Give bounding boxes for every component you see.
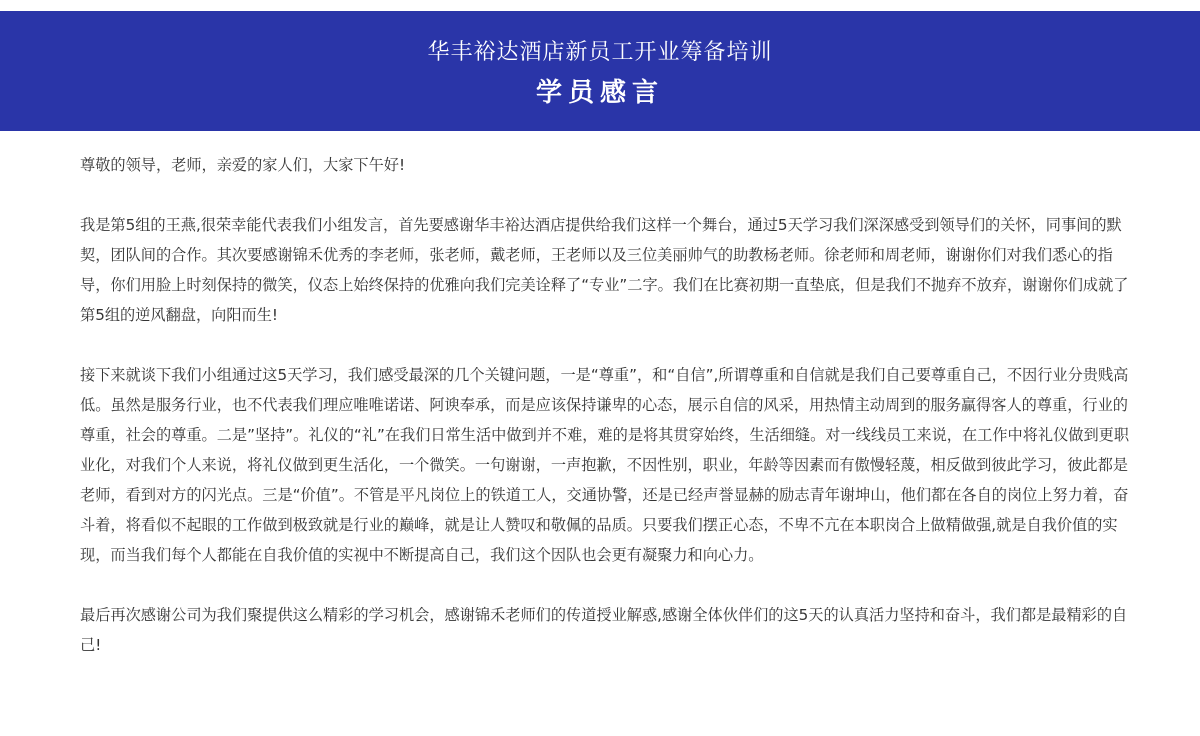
paragraph-lessons: 接下来就谈下我们小组通过这5天学习，我们感受最深的几个关键问题，一是“尊重”，和“自信”,所谓尊重和自信就是我们自己要尊重自己，不因行业分贵贱高低。虽然是服务行业，也不代表我们理应唯唯诺诺、阿谀奉承，而是应该保持谦卑的心态，展示自信的风采，用热情主动周到的服务赢得客人的尊重，行业的尊重，社会的尊重。二是”坚持”。礼仪的“礼”在我们日常生活中做到并不难，难的是将其贯穿始终，生活细缝。对一线线员工来说，在工作中将礼仪做到更职业化，对我们个人来说，将礼仪做到更生活化，一个微笑。一句谢谢，一声抱歉，不因性别，职业，年龄等因素而有傲慢轻蔑，相反做到彼此学习，彼此都是老师，看到对方的闪光点。三是“价值”。不管是平凡岗位上的铁道工人，交通协警，还是已经声誉显赫的励志青年谢坤山，他们都在各自的岗位上努力着，奋斗着，将看似不起眼的工作做到极致就是行业的巅峰，就是让人赞叹和敬佩的品质。只要我们摆正心态，不卑不亢在本职岗合上做精做强,就是自我价值的实现，而当我们每个人都能在自我价值的实视中不断提高自己，我们这个因队也会更有凝聚力和向心力。 — [80, 366, 1130, 564]
paragraph-closing: 最后再次感谢公司为我们聚提供这么精彩的学习机会，感谢锦禾老师们的传道授业解惑,感谢全体伙伴们的这5天的认真活力坚持和奋斗，我们都是最精彩的自己! — [80, 606, 1128, 654]
greeting-paragraph: 尊敬的领导，老师，亲爱的家人们，大家下午好! — [80, 156, 406, 174]
page-title: 华丰裕达酒店新员工开业筹备培训 — [427, 40, 773, 65]
header-banner — [0, 11, 1200, 131]
page-subtitle: 学员感言 — [535, 78, 664, 108]
article-body — [80, 150, 1136, 690]
paragraph-thanks: 我是第5组的王燕,很荣幸能代表我们小组发言，首先要感谢华丰裕达酒店提供给我们这样一个舞台，通过5天学习我们深深感受到领导们的关怀，同事间的默契，团队间的合作。其次要感谢锦禾优秀的李老师，张老师，戴老师，王老师以及三位美丽帅气的助教杨老师。徐老师和周老师，谢谢你们对我们悉心的指导，你们用脸上时刻保持的微笑，仪态上始终保持的优雅向我们完美诠释了“专业”二字。我们在比赛初期一直垫底，但是我们不抛弃不放弃，谢谢你们成就了第5组的逆风翻盘，向阳而生! — [80, 216, 1129, 324]
